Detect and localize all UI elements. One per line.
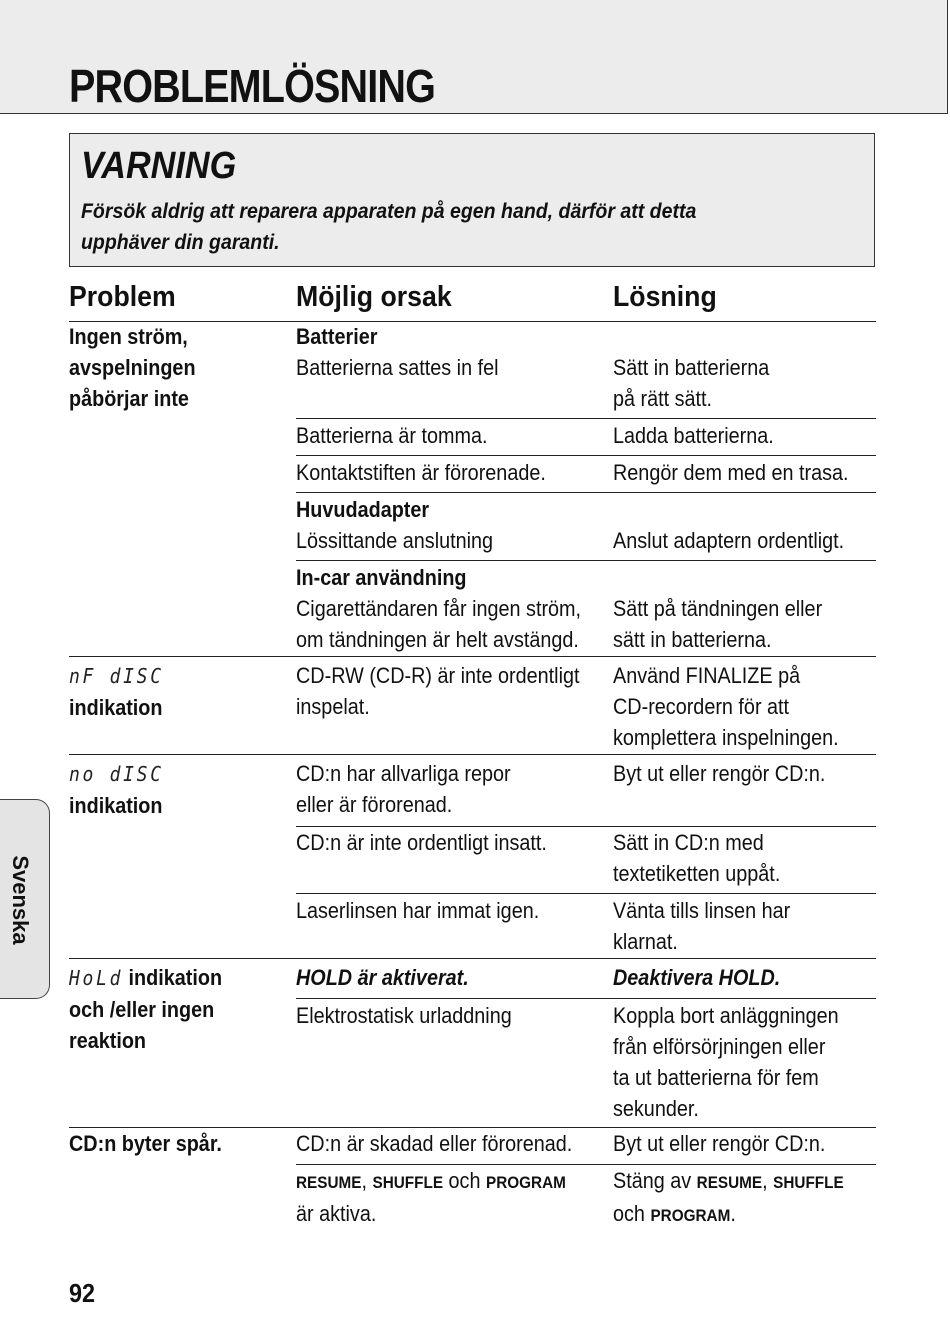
solution-cell (613, 1000, 839, 1124)
cause-cell: Elektrostatisk urladdning (296, 1003, 512, 1028)
solution-line (613, 1198, 844, 1231)
solution-cell: Deaktivera HOLD. (613, 965, 781, 990)
cause-line: är aktiva. (296, 1201, 377, 1226)
problem-line: indikation (69, 695, 163, 720)
solution-cell (613, 593, 822, 655)
solution-line: Sätt in batterierna (613, 355, 770, 380)
keyword-program: PROGRAM (650, 1206, 731, 1225)
problem-line: reaktion (69, 1028, 147, 1053)
cause-cell (296, 758, 511, 820)
subheading-adapter: Huvudadapter (296, 497, 430, 522)
problem-line: Ingen ström, (69, 324, 188, 349)
cause-cell: CD:n är inte ordentligt insatt. (296, 830, 547, 855)
solution-cell: Rengör dem med en trasa. (613, 460, 849, 485)
row-divider (296, 418, 876, 419)
solution-cell (613, 895, 790, 957)
language-side-tab (0, 799, 50, 999)
solution-line: Vänta tills linsen har (613, 898, 791, 923)
solution-cell (613, 827, 780, 889)
problem-line: avspelningen (69, 355, 196, 380)
punctuation: . (730, 1201, 736, 1226)
cause-line: CD:n har allvarliga repor (296, 761, 511, 786)
cause-line (296, 1165, 566, 1198)
solution-line: Använd FINALIZE på (613, 663, 801, 688)
solution-cell (613, 352, 769, 414)
solution-line: sekunder. (613, 1096, 699, 1121)
warning-box (69, 133, 875, 267)
column-header-solution: Lösning (613, 281, 717, 313)
cause-line: inspelat. (296, 694, 370, 719)
problem-cell (69, 962, 222, 1056)
solution-line: CD-recordern för att (613, 694, 790, 719)
section-divider (69, 656, 876, 657)
solution-line: komplettera inspelningen. (613, 725, 839, 750)
column-header-cause: Möjlig orsak (296, 281, 452, 313)
solution-line: Koppla bort anläggningen (613, 1003, 839, 1028)
section-divider (69, 754, 876, 755)
problem-cell: CD:n byter spår. (69, 1131, 222, 1156)
solution-cell: Anslut adaptern ordentligt. (613, 528, 845, 553)
cause-line: om tändningen är helt avstängd. (296, 627, 579, 652)
problem-line: och /eller ingen (69, 997, 215, 1022)
cause-cell: Laserlinsen har immat igen. (296, 898, 540, 923)
cause-cell: Batterierna sattes in fel (296, 355, 499, 380)
problem-line: indikation (69, 793, 163, 818)
cause-cell: Lössittande anslutning (296, 528, 494, 553)
solution-cell: Ladda batterierna. (613, 423, 774, 448)
cause-cell (296, 593, 581, 655)
lcd-display-text: nF dISC (69, 664, 164, 688)
cause-cell: Kontaktstiften är förorenade. (296, 460, 546, 485)
solution-line: på rätt sätt. (613, 386, 713, 411)
cause-cell: HOLD är aktiverat. (296, 965, 469, 990)
solution-line: textetiketten uppåt. (613, 861, 781, 886)
solution-line: klarnat. (613, 929, 678, 954)
row-divider (296, 560, 876, 561)
problem-cell (69, 321, 196, 414)
row-divider (296, 455, 876, 456)
problem-line: påbörjar inte (69, 386, 189, 411)
solution-line: Sätt på tändningen eller (613, 596, 823, 621)
column-header-problem: Problem (69, 281, 176, 313)
cause-line: Cigarettändaren får ingen ström, (296, 596, 582, 621)
solution-cell (613, 660, 839, 753)
keyword-shuffle: SHUFFLE (372, 1173, 444, 1192)
section-divider (69, 958, 876, 959)
row-divider (296, 998, 876, 999)
cause-line: CD-RW (CD-R) är inte ordentligt (296, 663, 580, 688)
solution-cell (613, 1165, 844, 1231)
page-number: 92 (69, 1278, 96, 1308)
subheading-in-car: In-car användning (296, 565, 467, 590)
warning-text (81, 196, 825, 258)
cause-cell: CD:n är skadad eller förorenad. (296, 1131, 573, 1156)
cause-cell (296, 1165, 566, 1229)
subheading-batteries: Batterier (296, 324, 378, 349)
keyword-resume: RESUME (696, 1173, 763, 1192)
row-divider (296, 492, 876, 493)
keyword-shuffle: SHUFFLE (773, 1173, 844, 1192)
solution-line: Sätt in CD:n med (613, 830, 764, 855)
page-title: PROBLEMLÖSNING (69, 60, 435, 112)
solution-line: sätt in batterierna. (613, 627, 772, 652)
problem-line: indikation (128, 965, 223, 990)
lcd-display-text: no dISC (69, 762, 164, 786)
keyword-program: PROGRAM (485, 1173, 566, 1192)
warning-line: Försök aldrig att reparera apparaten på egen hand, därför att detta (81, 200, 697, 223)
punctuation: , (762, 1168, 768, 1193)
cause-cell: Batterierna är tomma. (296, 423, 488, 448)
solution-line (613, 1165, 844, 1198)
problem-cell (69, 758, 169, 821)
solution-cell: Byt ut eller rengör CD:n. (613, 1131, 826, 1156)
solution-prefix: Stäng av (613, 1168, 692, 1193)
row-divider (296, 893, 876, 894)
cause-cell (296, 660, 579, 722)
warning-line: upphäver din garanti. (81, 231, 280, 254)
keyword-resume: RESUME (296, 1173, 362, 1192)
warning-title: VARNING (81, 145, 237, 187)
solution-line: från elförsörjningen eller (613, 1034, 826, 1059)
solution-line: ta ut batterierna för fem (613, 1065, 819, 1090)
cause-line: eller är förorenad. (296, 792, 453, 817)
punctuation: , (361, 1168, 367, 1193)
problem-cell (69, 660, 169, 723)
solution-cell: Byt ut eller rengör CD:n. (613, 761, 826, 786)
language-label: Svenska (8, 855, 33, 945)
lcd-display-text: HoLd (69, 966, 124, 990)
conjunction: och (448, 1168, 481, 1193)
conjunction: och (613, 1201, 645, 1226)
